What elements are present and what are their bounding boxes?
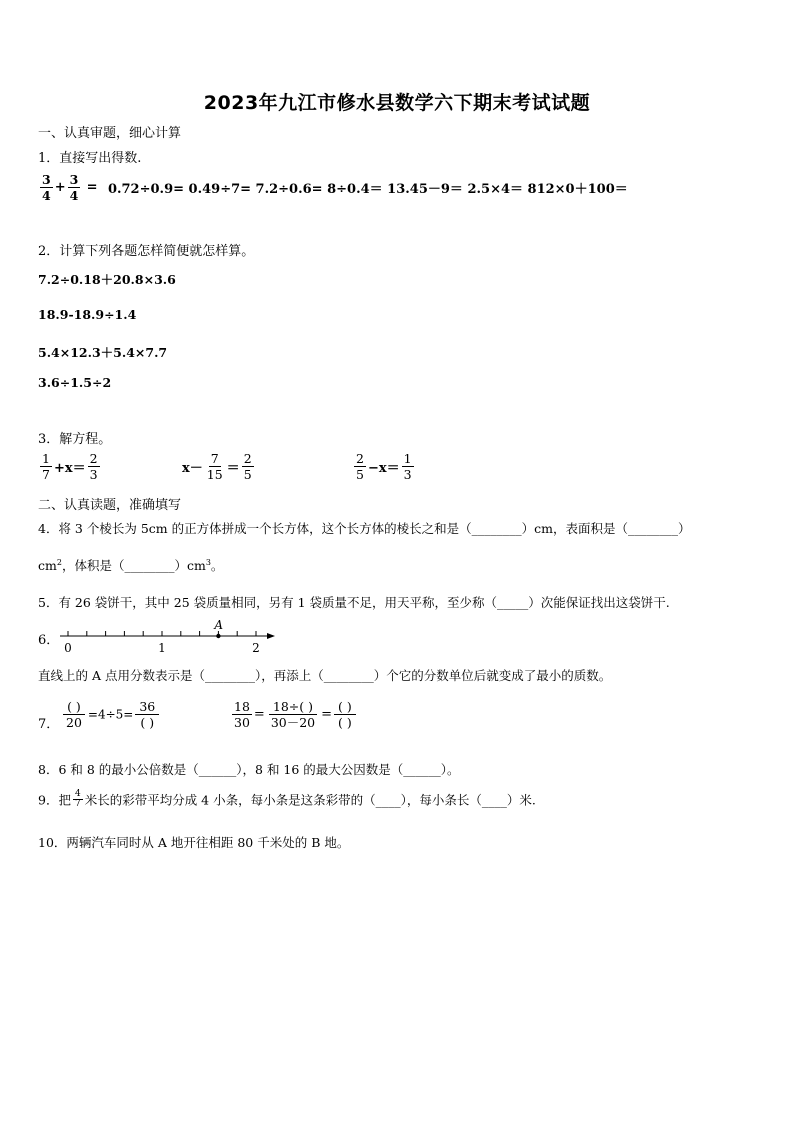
question-2-item: 18.9-18.9÷1.4 — [38, 307, 137, 322]
fraction: $\frac{2}{5}$ — [356, 451, 364, 482]
question-2-item: 5.4×12.3＋5.4×7.7 — [38, 345, 168, 360]
question-1-calculations: $\frac{3}{4}$ + $\frac{3}{4}$ = 0.72÷0.9= 0.49÷7= 7.2÷0.6= 8÷0.4＝ 13.45－9＝ 2.5×4＝ 812×0＋100＝ — [42, 172, 628, 203]
question-9: 9．把 $\frac{4}{7}$ 米长的彩带平均分成 4 小条，每小条是这条彩带的（____），每小条长（____）米. — [38, 789, 536, 809]
tick-label: 0 — [64, 641, 72, 655]
question-3-label: 3．解方程。 — [38, 432, 112, 447]
question-6-text: 直线上的 A 点用分数表示是（________），再添上（________）个它的分数单位后就变成了最小的质数。 — [38, 668, 612, 683]
fraction: $\frac{4}{7}$ — [74, 789, 81, 809]
question-7-part-2: $\frac{18}{30}$ = $\frac{18\div( )}{30-20}$ = $\frac{( )}{( )}$ — [230, 699, 358, 730]
question-7-part-1: $\frac{( )}{20}$ =4÷5= $\frac{36}{( )}$ — [60, 699, 161, 730]
fraction: $\frac{2}{5}$ — [243, 451, 252, 482]
fraction: $\frac{3}{4}$ — [42, 172, 51, 203]
section-1-heading: 一、认真审题，细心计算 — [38, 126, 182, 141]
fraction: $\frac{18\div( )}{30-20}$ — [270, 699, 316, 730]
question-4-line-1: 4．将 3 个棱长为 5cm 的正方体拼成一个长方体，这个长方体的棱长之和是（________）cm，表面积是（________） — [38, 521, 691, 536]
question-2-item: 3.6÷1.5÷2 — [38, 375, 112, 390]
question-2-label: 2．计算下列各题怎样简便就怎样算。 — [38, 244, 255, 259]
fraction: $\frac{2}{3}$ — [89, 451, 98, 482]
section-2-heading: 二、认真读题，准确填写 — [38, 498, 182, 513]
equation-3: $\frac{2}{5}$ −x＝ $\frac{1}{3}$ — [356, 451, 412, 482]
page-title: 2023年九江市修水县数学六下期末考试试题 — [203, 92, 591, 114]
fraction: $\frac{1}{3}$ — [403, 451, 412, 482]
fraction: $\frac{( )}{( )}$ — [334, 699, 356, 730]
calc-items: 0.72÷0.9= 0.49÷7= 7.2÷0.6= 8÷0.4＝ 13.45－9＝ 2.5×4＝ 812×0＋100＝ — [107, 182, 628, 197]
question-2-item: 7.2÷0.18＋20.8×3.6 — [38, 272, 176, 287]
question-1-label: 1．直接写出得数. — [38, 151, 142, 166]
arrow-right-icon — [267, 633, 275, 639]
point-a-marker — [216, 634, 220, 638]
fraction: $\frac{7}{15}$ — [206, 451, 223, 482]
number-line — [55, 614, 280, 656]
fraction: $\frac{36}{( )}$ — [135, 699, 159, 730]
question-8: 8．6 和 8 的最小公倍数是（______），8 和 16 的最大公因数是（______）。 — [38, 762, 460, 777]
question-4-line-2: $cm^2$，体积是$(\_\_\_\_\_\_\_\_)cm^3$。 — [38, 557, 224, 573]
tick-label: 2 — [252, 641, 260, 655]
question-7-label: 7． — [38, 717, 60, 732]
equation-2: x－ $\frac{7}{15}$ ＝ $\frac{2}{5}$ — [182, 451, 252, 482]
number-line-ticks — [68, 631, 256, 636]
fraction: $\frac{( )}{20}$ — [62, 699, 86, 730]
point-a-label: A — [214, 618, 224, 632]
tick-label: 1 — [158, 641, 166, 655]
fraction: $\frac{1}{7}$ — [42, 451, 50, 482]
question-5: 5．有 26 袋饼干，其中 25 袋质量相同，另有 1 袋质量不足，用天平称，至少称（_____）次能保证找出这袋饼干. — [38, 595, 670, 610]
question-10: 10．两辆汽车同时从 A 地开往相距 80 千米处的 B 地。 — [38, 835, 350, 850]
equation-1: $\frac{1}{7}$ +x＝ $\frac{2}{3}$ — [42, 451, 98, 482]
question-6-label: 6． — [38, 633, 60, 648]
fraction: $\frac{3}{4}$ — [69, 172, 79, 203]
fraction: $\frac{18}{30}$ — [234, 699, 250, 730]
